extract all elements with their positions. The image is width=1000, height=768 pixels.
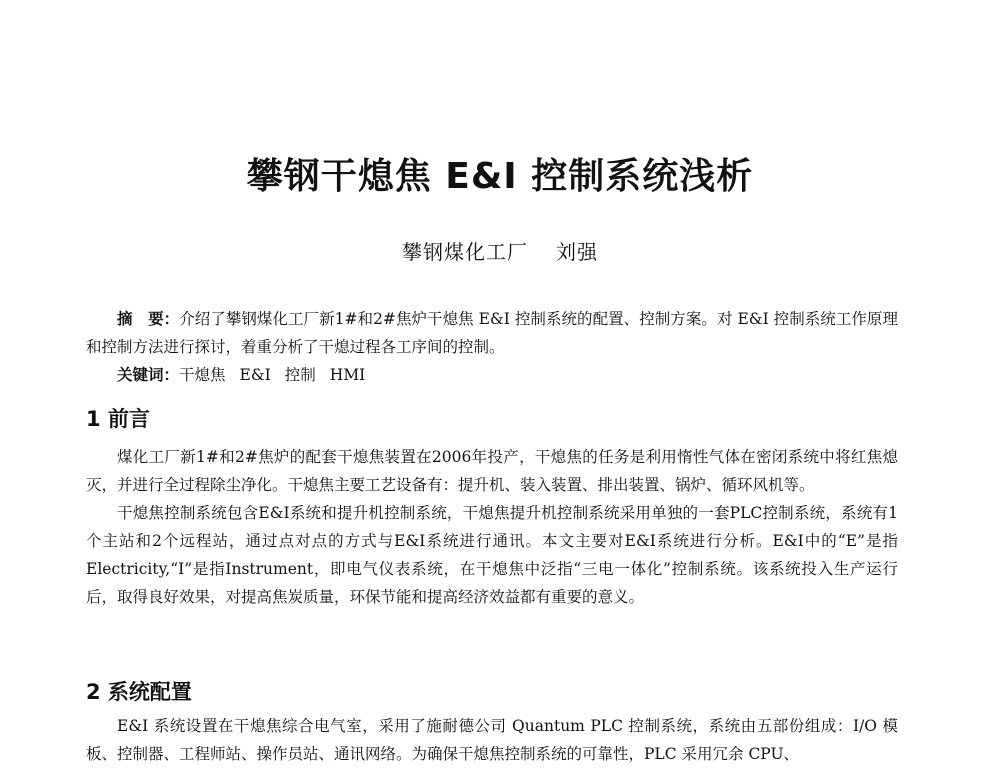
paragraph: 干熄焦控制系统包含E&I系统和提升机控制系统，干熄焦提升机控制系统采用单独的一套PLC控制系统，系统有1个主站和2个远程站，通过点对点的方式与E&I系统进行通讯。本文主要对E&I系统进行分析。E&I中的“E”是指Electricity,“I”是指Instrument，即电气仪表系统，在干熄焦中泛指“三电一体化”控制系统。该系统投入生产运行后，取得良好效果，对提高焦炭质量，环保节能和提高经济效益都有重要的意义。 <box>86 504 898 606</box>
section-heading-config: 2 系统配置 <box>86 680 192 704</box>
paragraph: 煤化工厂新1#和2#焦炉的配套干熄焦装置在2006年投产，干熄焦的任务是利用惰性气体在密闭系统中将红焦熄灭，并进行全过程除尘净化。干熄焦主要工艺设备有：提升机、装入装置、排出装置、锅炉、循环风机等。 <box>86 448 898 494</box>
paper-title: 攀钢干熄焦 E&I 控制系统浅析 <box>246 156 754 197</box>
author-affiliation: 攀钢煤化工厂 <box>402 240 528 264</box>
abstract <box>86 305 898 361</box>
keywords-label: 关键词： <box>117 365 180 384</box>
keywords <box>86 361 898 389</box>
abstract-label: 摘 要： <box>117 309 180 328</box>
keyword: E&I <box>239 366 271 384</box>
keyword: 控制 <box>284 366 316 384</box>
author-byline <box>0 236 1000 265</box>
keyword: 干熄焦 <box>179 366 226 384</box>
author-name: 刘强 <box>556 240 598 264</box>
keyword: HMI <box>329 366 366 384</box>
paragraph: E&I 系统设置在干熄焦综合电气室，采用了施耐德公司 Quantum PLC 控制系统，系统由五部份组成：I/O 模板、控制器、工程师站、操作员站、通讯网络。为确保干熄焦控制系统的可靠性，PLC 采用冗余 CPU、 <box>86 717 898 763</box>
section-intro-body <box>86 443 898 611</box>
abstract-text: 介绍了攀钢煤化工厂新1#和2#焦炉干熄焦 E&I 控制系统的配置、控制方案。对 E&I 控制系统工作原理和控制方法进行探讨，着重分析了干熄过程各工序间的控制。 <box>86 310 898 356</box>
section-heading-intro: 1 前言 <box>86 407 150 431</box>
